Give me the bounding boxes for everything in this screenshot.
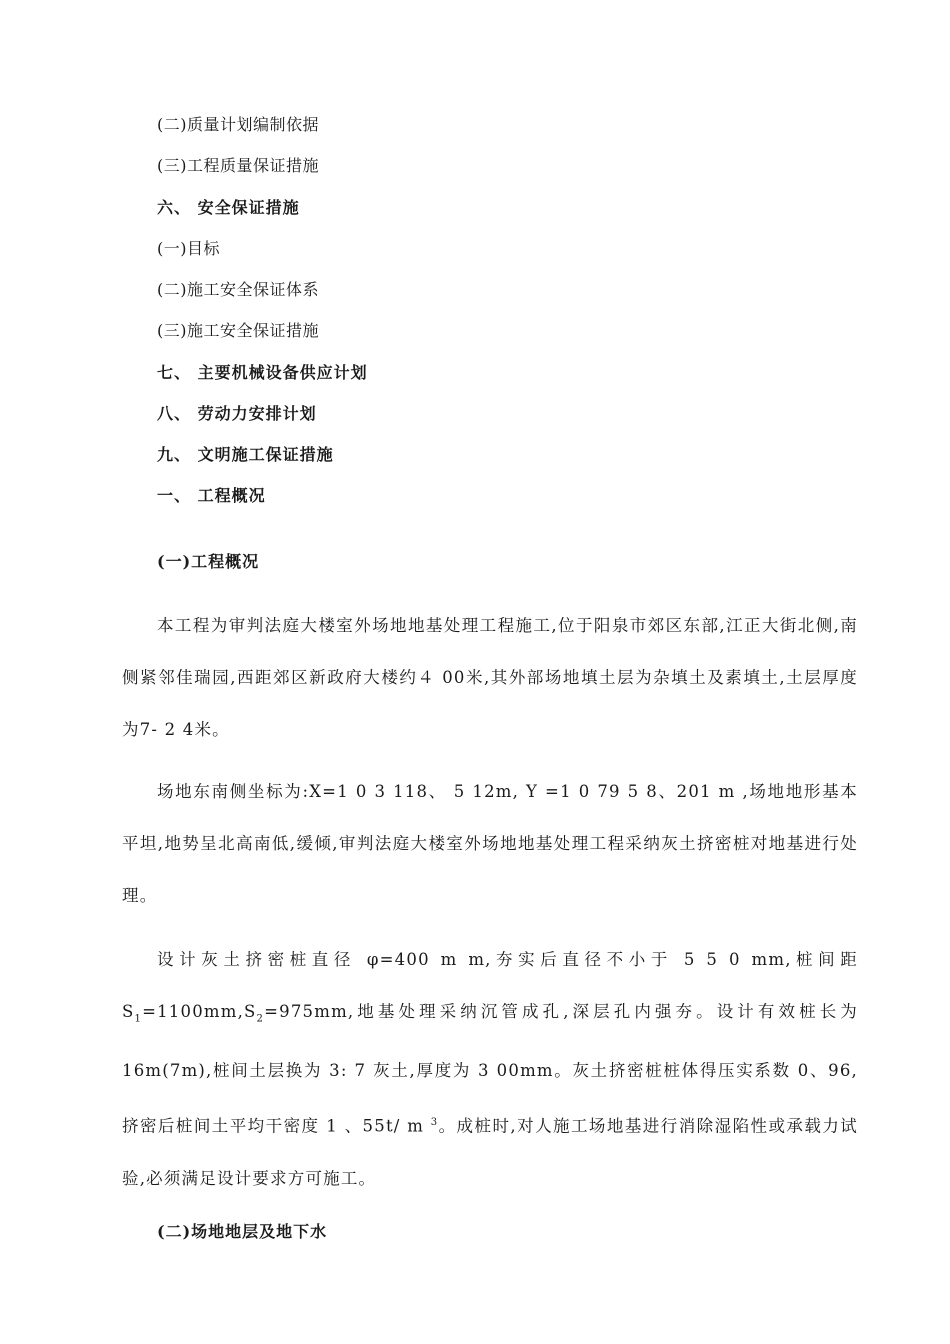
toc-item-quality-assurance-measures: (三)工程质量保证措施 [157,156,319,175]
paragraph-pile-design [122,934,858,1205]
pile-design-text-1: 设计灰土挤密桩直径 φ=400 m m,夯实后直径不小于 5 5 0 mm,桩间距 S [122,950,858,1021]
pile-design-text-2: =1100mm,S [142,1002,257,1021]
toc-item-objectives: (一)目标 [157,239,220,258]
pile-spacing-subscript-1: 1 [134,1013,143,1025]
toc-item-safety-measures: (三)施工安全保证措施 [157,321,319,340]
pile-spacing-subscript-2: 2 [256,1013,265,1025]
pile-design-text-4: 。成桩时,对人施工场地基进行消除湿陷性或承载力试验,必须满足设计要求方可施工。 [122,1116,858,1188]
toc-heading-project-overview: 一、 工程概况 [157,486,266,505]
toc-heading-machinery-plan: 七、 主要机械设备供应计划 [157,363,368,382]
paragraph-site-coordinates: 场地东南侧坐标为:X=1 0 3 118、 5 12m, Y =1 0 79 5 8、201 m ,场地地形基本平坦,地势呈北高南低,缓倾,审判法庭大楼室外场地地基处理工程采纳灰土挤密桩对地基进行处理。 [122,782,858,905]
paragraph-project-location: 本工程为审判法庭大楼室外场地地基处理工程施工,位于阳泉市郊区东部,江正大街北侧,南侧紧邻佳瑞园,西距郊区新政府大楼约４ 00米,其外部场地填土层为杂填土及素填土,土层厚度为7- 2 4米。 [122,616,858,739]
section-heading-site-strata: (二)场地地层及地下水 [157,1222,328,1241]
toc-item-safety-system: (二)施工安全保证体系 [157,280,319,299]
section-heading-project-overview: (一)工程概况 [157,552,260,571]
toc-heading-safety-measures: 六、 安全保证措施 [157,198,300,217]
density-unit-superscript: 3 [430,1117,439,1129]
toc-item-quality-plan-basis: (二)质量计划编制依据 [157,115,319,134]
toc-heading-civilized-construction: 九、 文明施工保证措施 [157,445,334,464]
pile-design-text-3: =975mm,地基处理采纳沉管成孔,深层孔内强夯。设计有效桩长为 16m(7m),桩间土层换为 3: 7 灰土,厚度为 3 00mm。灰土挤密桩桩体得压实系数 0、96,挤密后桩间土平均干密度 1 、55t/ m [122,1002,858,1136]
toc-heading-labor-plan: 八、 劳动力安排计划 [157,404,317,423]
